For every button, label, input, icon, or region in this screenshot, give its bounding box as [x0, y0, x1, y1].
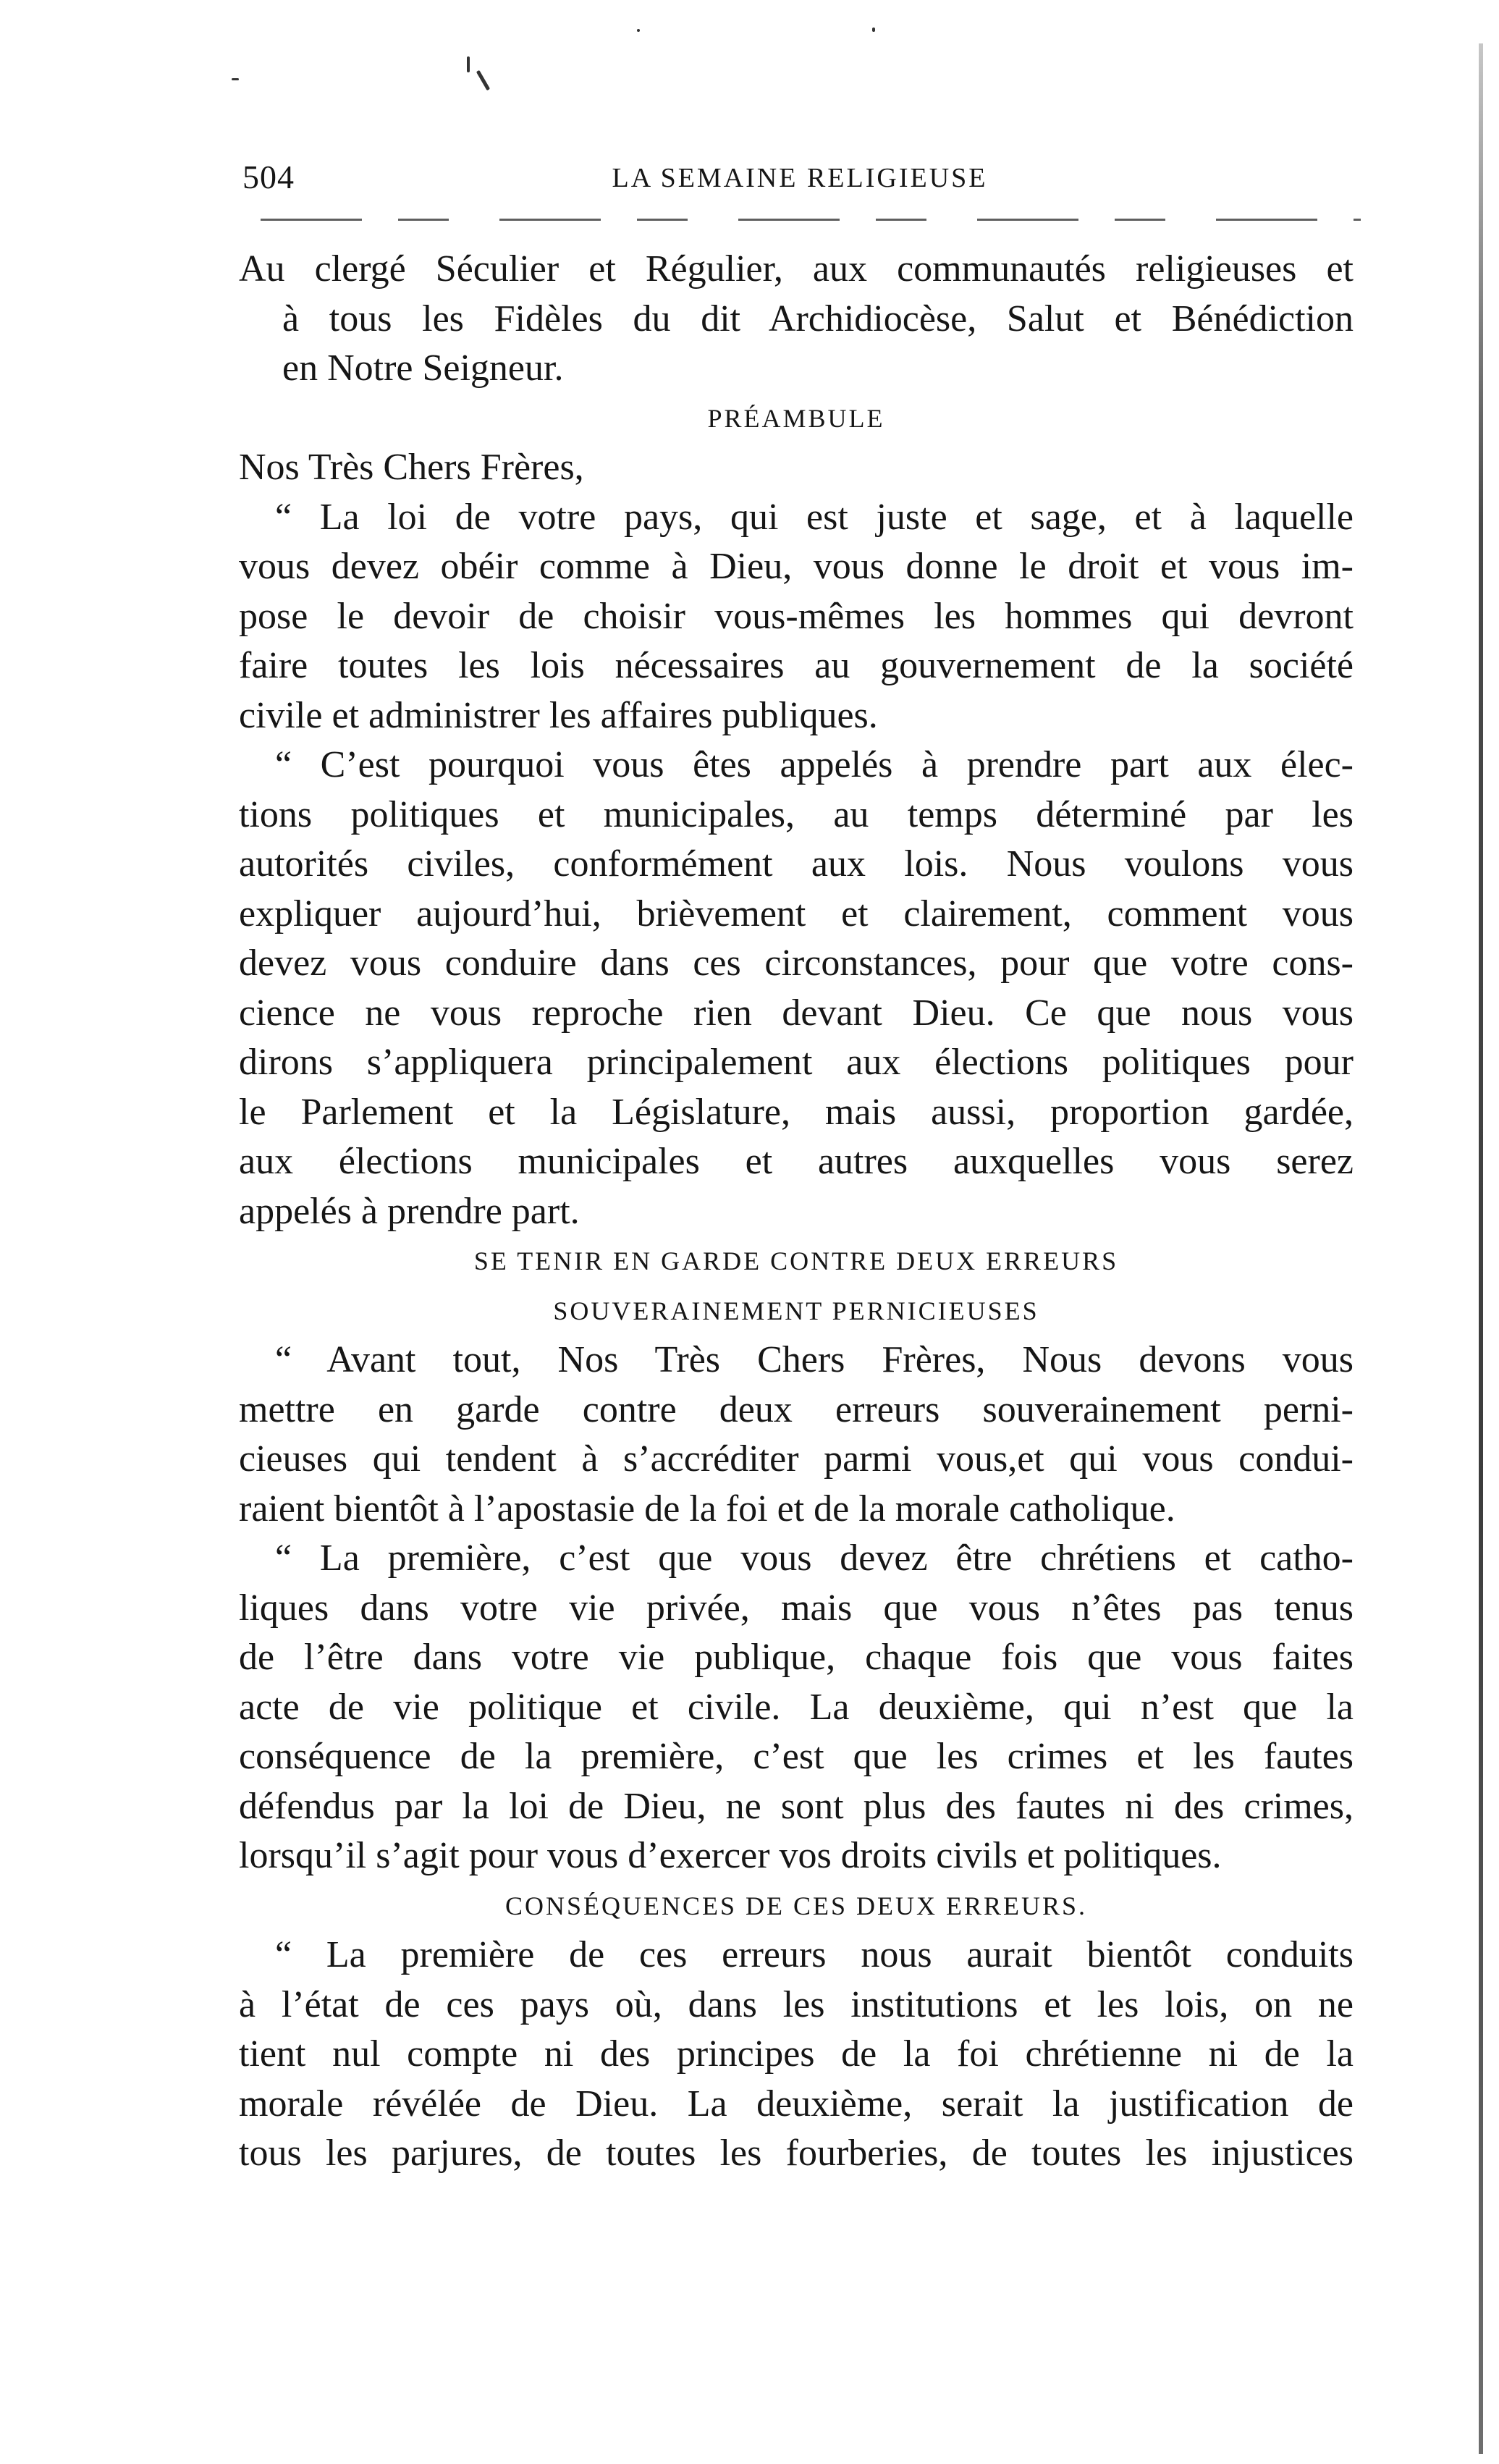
body-text — [239, 245, 1354, 2179]
text-line: à l’état de ces pays où, dans les institutions et les lois, on ne — [239, 1983, 1354, 2025]
header-rule — [261, 219, 1361, 221]
page-number: 504 — [242, 159, 295, 195]
scan-speck — [232, 78, 239, 80]
section-heading-erreurs: SE TENIR EN GARDE CONTRE DEUX ERREURS — [473, 1246, 1119, 1275]
text-line: appelés à prendre part. — [239, 1190, 580, 1232]
text-line: cience ne vous reproche rien devant Dieu. Ce que nous vous — [239, 992, 1354, 1034]
section-heading-erreurs-cont: SOUVERAINEMENT PERNICIEUSES — [553, 1296, 1039, 1325]
page-header — [242, 158, 1357, 201]
text-line: liques dans votre vie privée, mais que vous n’êtes pas tenus — [239, 1587, 1354, 1629]
scan-speck — [476, 70, 490, 90]
text-line: en Notre Seigneur. — [282, 347, 564, 389]
text-line: morale révélée de Dieu. La deuxième, serait la justification de — [239, 2083, 1354, 2125]
text-line: tous les parjures, de toutes les fourberies, de toutes les injustices — [239, 2132, 1354, 2174]
text-line: “ La loi de votre pays, qui est juste et sage, et à laquelle — [275, 496, 1354, 538]
text-line: “ La première, c’est que vous devez être chrétiens et catho- — [275, 1537, 1354, 1579]
text-line: dirons s’appliquera principalement aux élections politiques pour — [239, 1042, 1354, 1083]
scan-speck — [637, 29, 640, 32]
text-line: civile et administrer les affaires publiques. — [239, 694, 878, 736]
text-line: raient bientôt à l’apostasie de la foi et de la morale catholique. — [239, 1488, 1175, 1530]
text-line: “ Avant tout, Nos Très Chers Frères, Nous devons vous — [275, 1339, 1354, 1380]
running-title: LA SEMAINE RELIGIEUSE — [612, 163, 988, 193]
scan-speck — [467, 56, 470, 72]
text-line: tient nul compte ni des principes de la foi chrétienne ni de la — [239, 2033, 1354, 2075]
text-line: “ La première de ces erreurs nous aurait bientôt conduits — [275, 1934, 1354, 1975]
text-line: pose le devoir de choisir vous-mêmes les hommes qui devront — [239, 595, 1354, 637]
text-line: lorsqu’il s’agit pour vous d’exercer vos droits civils et politiques. — [239, 1835, 1222, 1876]
text-line: mettre en garde contre deux erreurs souverainement perni- — [239, 1388, 1354, 1430]
page-edge-shadow — [1479, 43, 1483, 2454]
salutation: Nos Très Chers Frères, — [239, 447, 584, 488]
text-line: le Parlement et la Législature, mais aussi, proportion gardée, — [239, 1091, 1354, 1133]
text-line: cieuses qui tendent à s’accréditer parmi vous,et qui vous condui- — [239, 1438, 1354, 1480]
text-line: faire toutes les lois nécessaires au gouvernement de la société — [239, 645, 1354, 686]
text-line: autorités civiles, conformément aux lois. Nous voulons vous — [239, 843, 1354, 885]
text-line: aux élections municipales et autres auxquelles vous serez — [239, 1141, 1354, 1182]
text-line: “ C’est pourquoi vous êtes appelés à prendre part aux élec- — [275, 744, 1354, 785]
section-heading-consequences: CONSÉQUENCES DE CES DEUX ERREURS. — [504, 1891, 1088, 1920]
text-line: vous devez obéir comme à Dieu, vous donne le droit et vous im- — [239, 546, 1354, 587]
text-line: expliquer aujourd’hui, brièvement et clairement, comment vous — [239, 893, 1354, 934]
scan-speck — [872, 28, 875, 32]
text-line: devez vous conduire dans ces circonstances, pour que votre cons- — [239, 942, 1354, 984]
text-line: de l’être dans votre vie publique, chaque fois que vous faites — [239, 1637, 1354, 1678]
text-line: à tous les Fidèles du dit Archidiocèse, Salut et Bénédiction — [282, 298, 1354, 339]
text-line: acte de vie politique et civile. La deuxième, qui n’est que la — [239, 1686, 1354, 1728]
text-line: tions politiques et municipales, au temps déterminé par les — [239, 793, 1354, 835]
text-line: défendus par la loi de Dieu, ne sont plus des fautes ni des crimes, — [239, 1785, 1354, 1827]
section-heading-preambule: PRÉAMBULE — [707, 403, 885, 433]
text-line: conséquence de la première, c’est que les crimes et les fautes — [239, 1736, 1354, 1777]
text-line: Au clergé Séculier et Régulier, aux communautés religieuses et — [239, 248, 1354, 290]
